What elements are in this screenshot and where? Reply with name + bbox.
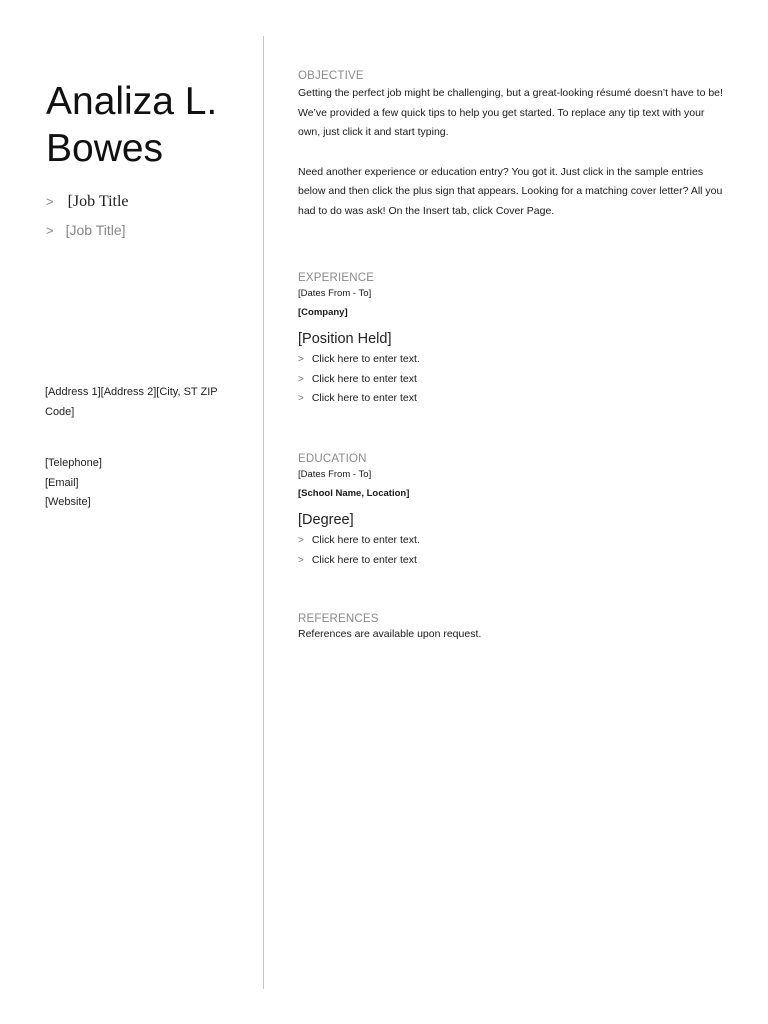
telephone[interactable]: [Telephone] (45, 457, 102, 469)
email[interactable]: [Email] (45, 476, 79, 489)
applicant-name[interactable]: Analiza L. Bowes (46, 80, 218, 170)
list-item-text[interactable]: Click here to enter text (311, 392, 417, 405)
address[interactable]: [Address 1][Address 2][City, ST ZIP Code] (45, 386, 218, 418)
list-item[interactable] (298, 531, 728, 551)
education-section (298, 453, 728, 570)
list-item-text[interactable]: Click here to enter text. (311, 353, 420, 365)
contact-block (45, 454, 235, 513)
column-divider (263, 36, 264, 989)
list-item[interactable] (298, 389, 728, 409)
list-item-text[interactable]: Click here to enter text (311, 372, 417, 385)
experience-section (298, 272, 728, 409)
objective-paragraph[interactable]: Need another experience or education entry? You got it. Just click in the sample entries below and then click the plus sign that appears. Looking for a matching cover letter? All you had to do was ask! On the Insert tab, click Cover Page. (298, 165, 723, 217)
list-item[interactable] (298, 370, 728, 390)
chevron-right-icon: > (298, 393, 304, 405)
chevron-right-icon: > (298, 554, 304, 566)
education-school[interactable]: [School Name, Location] (298, 488, 410, 499)
job-title-text[interactable]: [Job Title (67, 193, 129, 210)
education-heading: EDUCATION (298, 453, 367, 465)
chevron-right-icon: > (46, 194, 54, 209)
list-item[interactable] (298, 551, 728, 571)
references-section (298, 613, 728, 645)
education-dates[interactable]: [Dates From - To] (298, 469, 372, 480)
experience-heading: EXPERIENCE (298, 272, 375, 284)
list-item[interactable] (298, 350, 728, 370)
chevron-right-icon: > (298, 354, 304, 365)
chevron-right-icon: > (298, 535, 304, 546)
degree-title[interactable]: [Degree] (298, 512, 354, 528)
list-item-text[interactable]: Click here to enter text. (311, 534, 420, 546)
list-item-text[interactable]: Click here to enter text (311, 553, 417, 566)
chevron-right-icon: > (46, 223, 54, 238)
references-heading: REFERENCES (298, 613, 379, 625)
job-title-text[interactable]: [Job Title] (65, 222, 126, 238)
experience-company[interactable]: [Company] (298, 307, 348, 318)
objective-paragraph[interactable]: Getting the perfect job might be challenging, but a great-looking résumé doesn’t have to be! We’ve provided a few quick tips to help you get started. To replace any tip text with your own, just click it and start typing. (298, 87, 723, 138)
objective-section (298, 70, 728, 221)
references-text[interactable]: References are available upon request. (298, 628, 482, 640)
job-title-primary[interactable] (46, 193, 129, 211)
objective-heading: OBJECTIVE (298, 70, 364, 82)
experience-dates[interactable]: [Dates From - To] (298, 288, 372, 299)
job-title-secondary[interactable] (46, 222, 126, 238)
website[interactable]: [Website] (45, 496, 91, 508)
position-title[interactable]: [Position Held] (298, 331, 392, 347)
chevron-right-icon: > (298, 373, 304, 385)
